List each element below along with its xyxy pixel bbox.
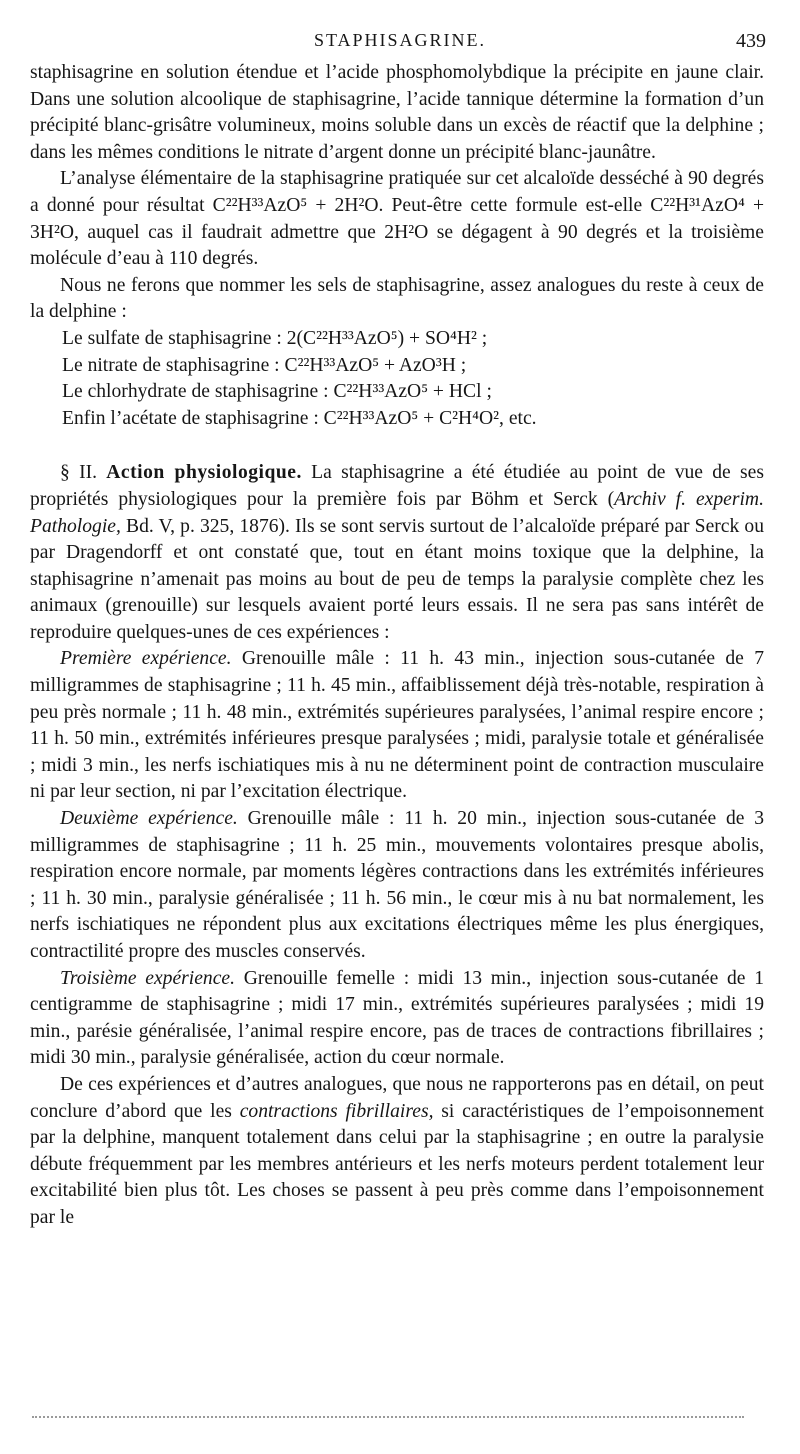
experiment-2-text: Grenouille mâle : 11 h. 20 min., injection sous-cutanée de 3 milligrammes de staphisagrine ; 11 h. 25 min., mouvements volontaires presque abolis, respiration encore normale, par moments légères contractions dans les extrémités inférieures ; 11 h. 30 min., paralysie généralisée ; 11 h. 56 min., le cœur mis à nu bat normalement, les nerfs ischiatiques ne répondent plus aux excitations électriques même les plus énergiques, contractilité propre des muscles conservés. [30,808,765,962]
formula-acetate: Enfin l’acétate de staphisagrine : C²²H³³AzO⁵ + C²H⁴O², etc. [62,407,537,429]
footer-dotted-rule [32,1416,744,1418]
paragraph-experiment-2 [30,806,764,966]
paragraph-experiment-1 [30,646,764,806]
salt-formulas-list [30,326,764,432]
formula-sulfate: Le sulfate de staphisagrine : 2(C²²H³³AzO⁵) + SO⁴H² ; [62,327,488,349]
section-text-1: La staphisagrine a été étudiée au point de vue de ses propriétés physiologiques pour la première fois par Böhm et Serck ( [30,462,764,510]
experiment-1-text: Grenouille mâle : 11 h. 43 min., injection sous-cutanée de 7 milligrammes de staphisagrine ; 11 h. 45 min., affaiblissement déjà très-notable, respiration à peu près normale ; 11 h. 48 min., extrémités supérieures paralysées, l’animal respire encore ; 11 h. 50 min., extrémités inférieures presque paralysées ; midi, paralysie totale et généralisée ; midi 3 min., les nerfs ischiatiques mis à nu ne déterminent point de contraction musculaire ni par leur section, ni par l’excitation électrique. [30,648,764,803]
section-text-2: Bd. V, p. 325, 1876). Ils se sont servis surtout de l’alcaloïde préparé par Serck ou par Dragendorff et ont constaté que, tout en étant moins toxique que la delphine, la staphisagrine n’amenait pas moins au bout de peu de temps la paralysie complète chez les animaux (grenouille) sur lesquels avaient porté leurs essais. Il ne sera pas sans intérêt de reproduire quelques-unes de ces expériences : [30,515,764,643]
experiment-3-title: Troisième expérience. [60,967,236,989]
running-title: STAPHISAGRINE. [313,30,487,50]
journal-citation: Archiv f. experim. Pathologie, [30,488,764,537]
conclusion-text-1: De ces expériences et d’autres analogues, que nous ne rapporterons pas en détail, on peut conclure d’abord que les [30,1073,764,1122]
experiment-2-title: Deuxième expérience. [60,808,238,830]
page-body [30,60,764,1232]
paragraph-conclusion [30,1072,764,1232]
conclusion-emphasis: contractions fibrillaires, [239,1100,434,1122]
paragraph-salts-intro: Nous ne ferons que nommer les sels de staphisagrine, assez analogues du reste à ceux de la delphine : [30,274,764,323]
section-heading: Action physiologique. [106,462,302,484]
conclusion-text-2: si caractéristiques de l’empoisonnement par la delphine, manquent totalement dans celui par la staphisagrine ; en outre la paralysie débute fréquemment par les membres antérieurs et les nerfs moteurs perdent totalement leur excitabilité bien plus tôt. Les choses se passent à peu près comme dans l’empoisonnement par le [30,1100,764,1228]
experiment-1-title: Première expérience. [60,648,232,670]
page-header [0,24,800,58]
experiment-3-text: Grenouille femelle : midi 13 min., injection sous-cutanée de 1 centigramme de staphisagrine ; midi 17 min., extrémités supérieures paralysées ; midi 19 min., parésie généralisée, l’animal respire encore, pas de traces de contractions fibrillaires ; midi 30 min., paralysie généralisée, action du cœur normale. [30,967,764,1069]
section-spacer [30,432,764,460]
paragraph-reagents: staphisagrine en solution étendue et l’acide phosphomolybdique la précipite en jaune clair. Dans une solution alcoolique de staphisagrine, l’acide tannique détermine la formation d’un précipité blanc-grisâtre volumineux, moins soluble dans un excès de réactif que la delphine ; dans les mêmes conditions le nitrate d’argent donne un précipité blanc-jaunâtre. [30,62,764,163]
page-number: 439 [736,30,766,52]
section-number: § II. [60,462,98,484]
paragraph-experiment-3 [30,966,764,1072]
paragraph-elemental-analysis: L’analyse élémentaire de la staphisagrine pratiquée sur cet alcaloïde desséché à 90 degrés a donné pour résultat C²²H³³AzO⁵ + 2H²O. Peut-être cette formule est-elle C²²H³¹AzO⁴ + 3H²O, auquel cas il faudrait admettre que 2H²O se dégagent à 90 degrés et la troisième molécule d’eau à 110 degrés. [30,168,764,270]
paragraph-section-physiological-action [30,460,764,646]
formula-chlorhydrate: Le chlorhydrate de staphisagrine : C²²H³³AzO⁵ + HCl ; [62,381,492,403]
formula-nitrate: Le nitrate de staphisagrine : C²²H³³AzO⁵ + AzO³H ; [62,354,467,376]
